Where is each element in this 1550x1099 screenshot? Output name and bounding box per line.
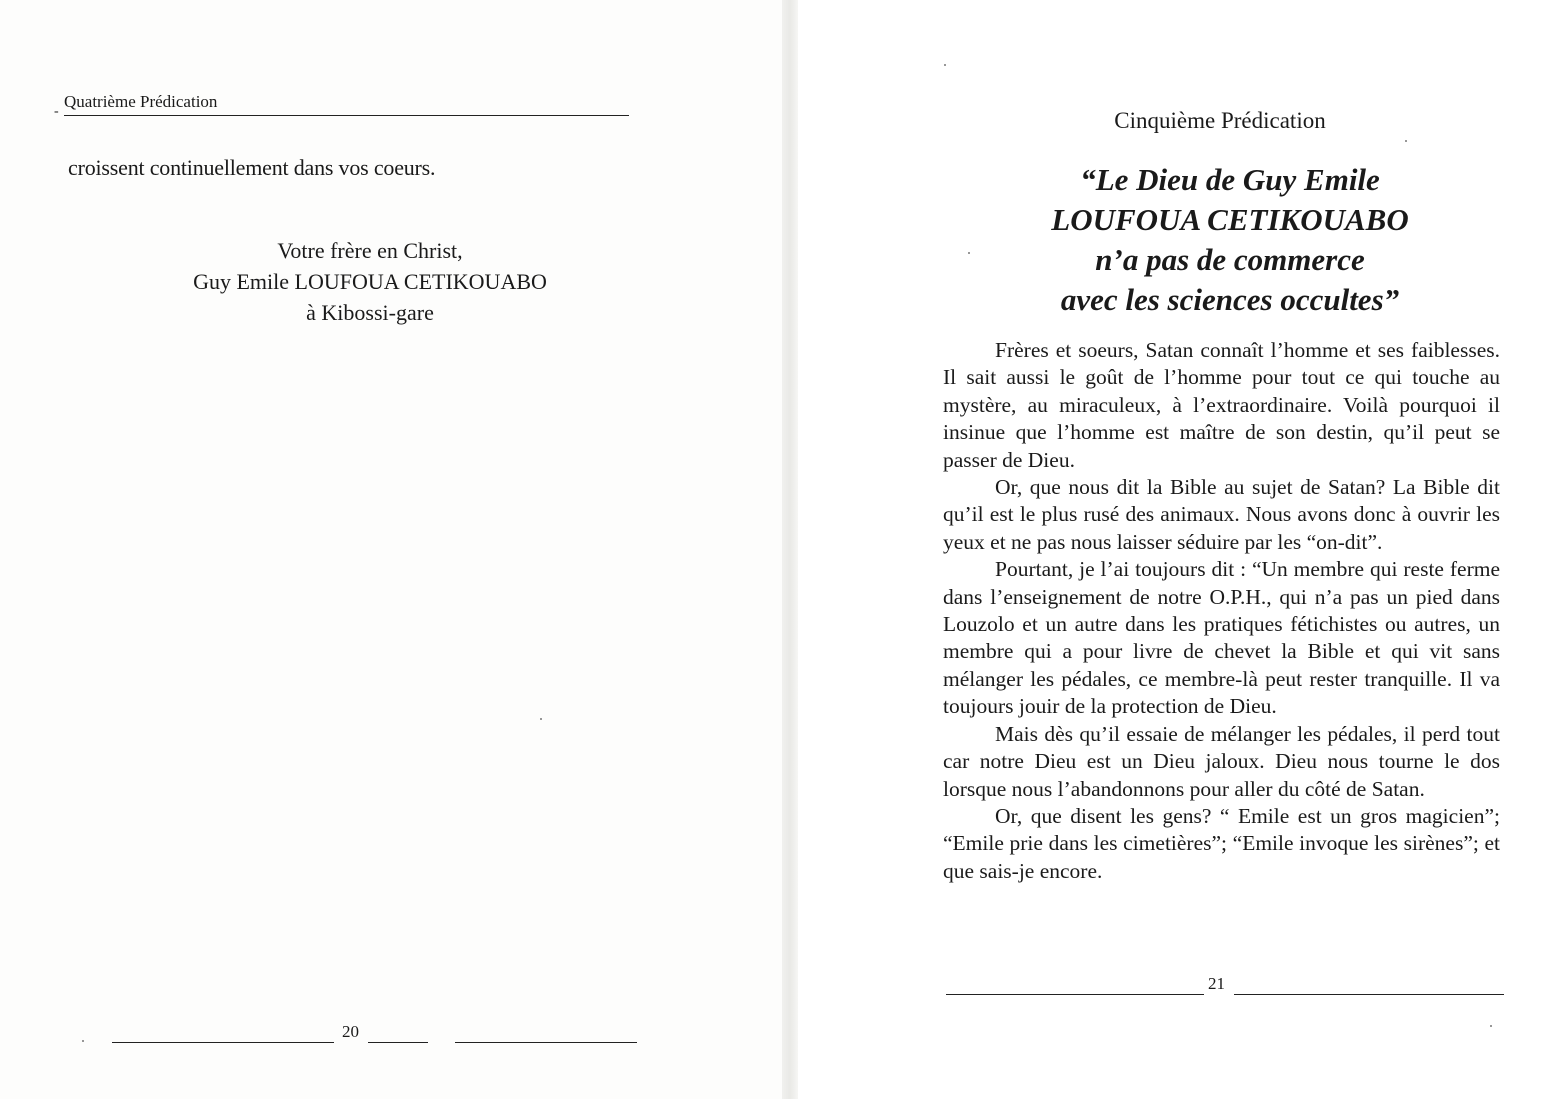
page-number-right: 21 xyxy=(1208,974,1225,993)
signature-place: à Kibossi-gare xyxy=(306,300,434,325)
footer-rule xyxy=(455,1042,637,1043)
closing-line: croissent continuellement dans vos coeurs. xyxy=(68,155,436,180)
chapter-label: Cinquième Prédication xyxy=(1114,108,1326,133)
footer-rule xyxy=(946,994,1204,995)
signature-block xyxy=(110,235,630,328)
scan-speck xyxy=(944,64,946,66)
title-line: LOUFOUA CETIKOUABO xyxy=(1051,202,1409,237)
scan-speck xyxy=(1490,1025,1492,1027)
signature-name: Guy Emile LOUFOUA CETIKOUABO xyxy=(193,269,547,294)
body-paragraph: Frères et soeurs, Satan connaît l’homme et ses faiblesses. Il sait aussi le goût de l’homme pour tout ce qui touche au mystère, au miraculeux, à l’extraordinaire. Voilà pourquoi il insinue que l’homme est maître de son destin, qu’il peut se passer de Dieu. xyxy=(943,338,1500,472)
scan-speck xyxy=(1405,140,1407,142)
footer-rule xyxy=(368,1042,428,1043)
title-line: avec les sciences occultes” xyxy=(1060,282,1400,317)
footer-rule xyxy=(112,1042,334,1043)
page-number-left: 20 xyxy=(342,1022,359,1041)
scan-speck xyxy=(968,252,970,254)
scan-speck xyxy=(540,718,542,720)
body-paragraph: Or, que nous dit la Bible au sujet de Satan? La Bible dit qu’il est le plus rusé des animaux. Nous avons donc à ouvrir les yeux et ne pas nous laisser séduire par les “on-dit”. xyxy=(943,475,1500,554)
running-head: Quatrième Prédication xyxy=(64,92,629,116)
right-footer xyxy=(946,974,1506,1000)
footer-rule xyxy=(1234,994,1504,995)
sermon-title xyxy=(990,160,1470,320)
left-footer xyxy=(112,1022,642,1046)
body-paragraph: Or, que disent les gens? “ Emile est un gros magicien”; “Emile prie dans les cimetières”; “Emile invoque les sirènes”; et que sais-je encore. xyxy=(943,803,1500,883)
body-paragraph: Pourtant, je l’ai toujours dit : “Un membre qui reste ferme dans l’enseignement de notre O.P.H., qui n’a pas un pied dans Louzolo et un autre dans les pratiques fétichistes ou autres, un membre qui a pour livre de chevet la Bible et qui vit sans mélanger les pédales, ce membre-là peut rester tranquille. Il va toujours jouir de la protection de Dieu. xyxy=(943,557,1500,719)
title-line: “Le Dieu de Guy Emile xyxy=(1080,162,1380,197)
scan-speck xyxy=(82,1040,84,1042)
signature-salutation: Votre frère en Christ, xyxy=(277,238,463,263)
title-line: n’a pas de commerce xyxy=(1095,242,1365,277)
sermon-body xyxy=(943,337,1500,885)
body-paragraph: Mais dès qu’il essaie de mélanger les pédales, il perd tout car notre Dieu est un Dieu jaloux. Dieu nous tourne le dos lorsque nous l’abandonnons pour aller du côté de Satan. xyxy=(943,721,1500,801)
book-gutter xyxy=(782,0,798,1099)
scan-speck: - xyxy=(54,104,59,119)
